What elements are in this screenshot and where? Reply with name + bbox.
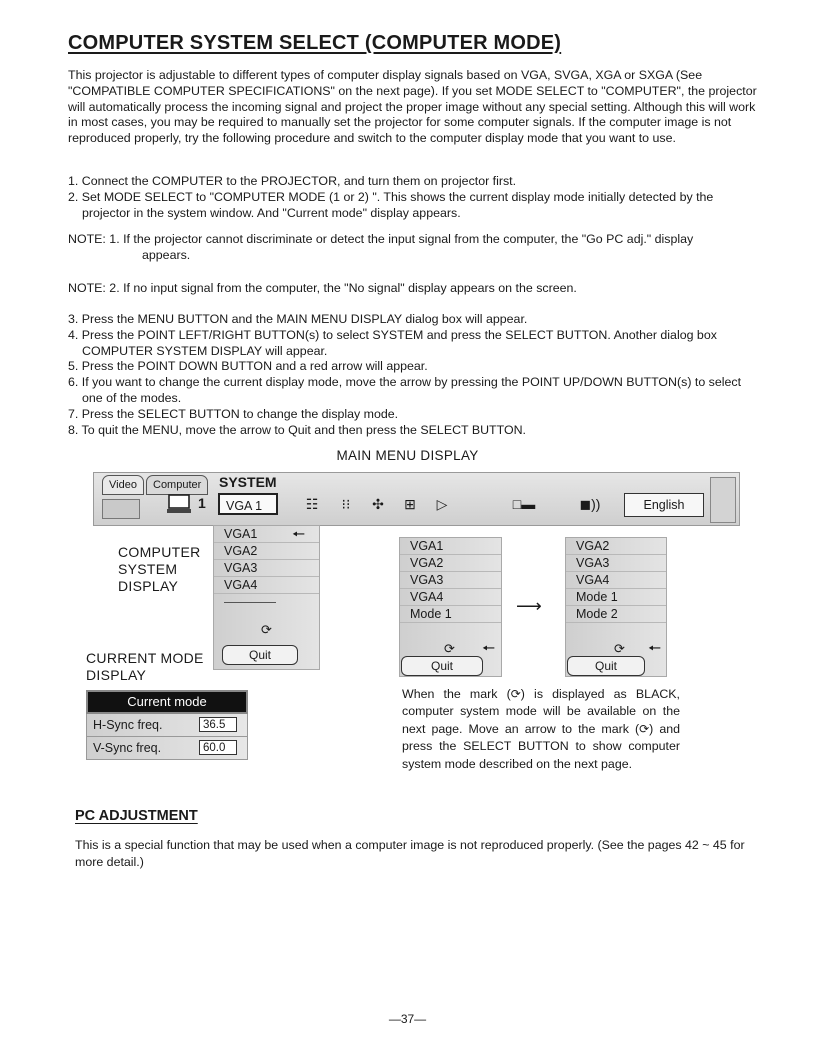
step-item: 7. Press the SELECT BUTTON to change the display mode.: [68, 406, 399, 421]
label-line: SYSTEM: [118, 561, 178, 577]
step-item: 3. Press the MENU BUTTON and the MAIN MENU DISPLAY dialog box will appear.: [68, 312, 528, 326]
list-item[interactable]: VGA4: [400, 589, 501, 606]
list-item[interactable]: Mode 2: [566, 606, 666, 623]
tab-video[interactable]: Video: [102, 475, 144, 495]
list-item[interactable]: VGA2: [214, 543, 319, 560]
page-title: COMPUTER SYSTEM SELECT (COMPUTER MODE): [68, 32, 562, 54]
step-item: 4. Press the POINT LEFT/RIGHT BUTTON(s) to select SYSTEM and press the SELECT BUTTON. Another dialog box COMPUTER SYSTEM DISPLAY will appear.: [68, 327, 717, 358]
explain-part1: When the mark (: [402, 687, 511, 701]
arrow-icon: 🠔: [482, 640, 496, 657]
label-line: CURRENT MODE: [86, 650, 204, 666]
pattern-icon[interactable]: ☷: [305, 496, 319, 512]
label-line: DISPLAY: [118, 578, 179, 594]
intro-paragraph: This projector is adjustable to different types of computer display signals based on VGA, SVGA, XGA or SXGA (See "COMPATIBLE COMPUTER SPECIFICATIONS" on the next page). If you set MODE SELECT to "COMPUTER", the projector will automatically process the incoming signal and project the proper image without any special setting. Although this will work in most cases, you may be required to manually set the projector for some computer signals. If the computer image is not reproduced properly, try the following procedure and switch to the computer display mode that you want to use.: [68, 68, 757, 146]
step-item: 6. If you want to change the current display mode, move the arrow by pressing the POINT UP/DOWN BUTTON(s) to select one of the modes.: [68, 375, 742, 405]
projector-icon[interactable]: □▬: [512, 496, 536, 512]
list-item[interactable]: VGA1: [214, 526, 319, 543]
list-item[interactable]: VGA2: [400, 555, 501, 572]
computer-icon: [164, 493, 194, 515]
cycle-mark-explanation: [402, 686, 680, 773]
input-number: 1: [198, 495, 206, 511]
divider: [224, 602, 276, 603]
step-item: 1. Connect the COMPUTER to the PROJECTOR, and turn them on projector first.: [68, 174, 517, 188]
vsync-value: 60.0: [199, 740, 237, 755]
step-item: 8. To quit the MENU, move the arrow to Quit and then press the SELECT BUTTON.: [68, 422, 526, 437]
video-icon: [102, 499, 140, 519]
hsync-row: [86, 714, 248, 737]
vsync-label: V-Sync freq.: [93, 741, 162, 755]
steps-list-b: [68, 312, 760, 438]
explain-part3: ) and press the SELECT BUTTON to show computer system mode described on the next page.: [402, 721, 681, 771]
current-mode-display-label: [86, 650, 204, 684]
explain-part2: ) is displayed as BLACK, computer system mode will be available on the next page. Move an arrow to the mark (: [402, 687, 680, 736]
label-line: DISPLAY: [86, 667, 147, 683]
step-item: 2. Set MODE SELECT to "COMPUTER MODE (1 or 2) ". This shows the current display mode initially detected by the projector in the system window. And "Current mode" display appears.: [68, 189, 714, 220]
quit-button[interactable]: Quit: [567, 656, 645, 676]
right-arrow-icon: ⟶: [516, 596, 542, 616]
bars-icon[interactable]: ⁝⁝: [341, 496, 351, 512]
list-item[interactable]: VGA4: [566, 572, 666, 589]
screen-icon[interactable]: ▷: [436, 496, 448, 512]
system-label: SYSTEM: [219, 474, 277, 490]
step-item: 5. Press the POINT DOWN BUTTON and a red arrow will appear.: [68, 359, 428, 374]
steps-list-a: [68, 174, 760, 221]
note-2: NOTE: 2. If no input signal from the computer, the "No signal" display appears on the screen.: [68, 281, 577, 295]
move-icon[interactable]: ✣: [372, 496, 384, 512]
cycle-icon[interactable]: ⟳: [261, 622, 272, 637]
list-item[interactable]: VGA3: [400, 572, 501, 589]
list-item[interactable]: VGA4: [214, 577, 319, 594]
pc-adjustment-text: This is a special function that may be used when a computer image is not reproduced properly. (See the pages 42 ~ 45 for more detail.): [75, 838, 745, 869]
cycle-icon: ⟳: [639, 721, 650, 736]
hsync-value: 36.5: [199, 717, 237, 732]
vsync-row: [86, 737, 248, 760]
arrow-icon: 🠔: [648, 640, 662, 657]
list-item[interactable]: VGA1: [400, 538, 501, 555]
main-menu-bar: [93, 472, 740, 526]
note-1-lead: NOTE: 1. If the projector cannot discriminate or detect the input signal from the computer, the "Go PC adj." display: [68, 232, 694, 246]
hsync-label: H-Sync freq.: [93, 718, 163, 732]
quit-button[interactable]: Quit: [222, 645, 298, 665]
note-1-cont: appears.: [142, 247, 191, 262]
current-mode-field[interactable]: VGA 1: [218, 493, 278, 515]
pc-adjustment-title: PC ADJUSTMENT: [75, 808, 198, 824]
cycle-icon[interactable]: ⟳: [444, 641, 455, 656]
red-arrow-icon: 🠔: [292, 526, 306, 543]
language-field[interactable]: English: [624, 493, 704, 517]
list-item[interactable]: Mode 1: [566, 589, 666, 606]
list-item[interactable]: VGA2: [566, 538, 666, 555]
main-menu-caption: MAIN MENU DISPLAY: [336, 448, 479, 463]
cycle-icon[interactable]: ⟳: [614, 641, 625, 656]
cycle-icon: ⟳: [510, 687, 521, 701]
label-line: COMPUTER: [118, 544, 201, 560]
note-1: [68, 232, 760, 264]
tab-computer[interactable]: Computer: [146, 475, 208, 495]
current-mode-title: Current mode: [86, 690, 248, 714]
current-mode-panel: [86, 690, 248, 760]
scrollbar[interactable]: [710, 477, 736, 523]
quit-button[interactable]: Quit: [401, 656, 483, 676]
list-item[interactable]: VGA3: [214, 560, 319, 577]
speaker-icon[interactable]: ◼)): [579, 496, 601, 512]
page-number: —37—: [388, 1012, 427, 1026]
computer-system-display-label: [118, 544, 201, 595]
list-item[interactable]: Mode 1: [400, 606, 501, 623]
list-item[interactable]: VGA3: [566, 555, 666, 572]
grid-icon[interactable]: ⊞: [404, 496, 416, 512]
